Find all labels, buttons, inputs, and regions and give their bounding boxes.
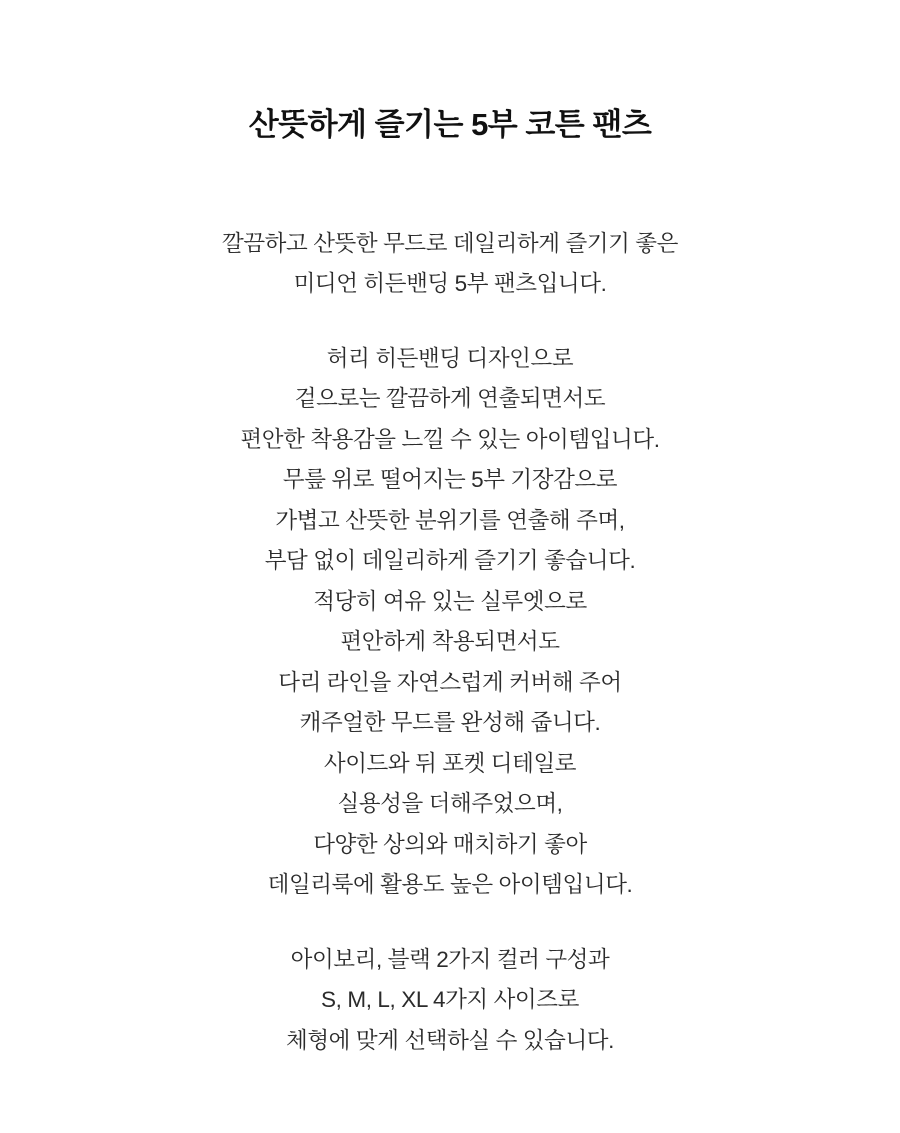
description-line: 가볍고 산뜻한 분위기를 연출해 주며, <box>275 507 625 533</box>
description-line: 허리 히든밴딩 디자인으로 <box>326 345 574 371</box>
description-line: 다양한 상의와 매치하기 좋아 <box>313 831 587 857</box>
description-line: 미디언 히든밴딩 5부 팬츠입니다. <box>293 271 607 297</box>
description-line: 겉으로는 깔끔하게 연출되면서도 <box>294 386 606 412</box>
description-paragraph <box>70 224 830 305</box>
description-line: 편안하게 착용되면서도 <box>340 629 560 655</box>
description-paragraph <box>70 940 830 1062</box>
description-line: 데일리룩에 활용도 높은 아이템입니다. <box>267 872 633 898</box>
description-line: 다리 라인을 자연스럽게 커버해 주어 <box>278 669 622 695</box>
description-line: 편안한 착용감을 느낄 수 있는 아이템입니다. <box>240 426 660 452</box>
description-line: 부담 없이 데일리하게 즐기기 좋습니다. <box>264 548 636 574</box>
page-title: 산뜻하게 즐기는 5부 코튼 팬츠 <box>248 107 652 142</box>
description-paragraph <box>70 339 830 906</box>
description-line: 사이드와 뒤 포켓 디테일로 <box>323 750 577 776</box>
description-line: 캐주얼한 무드를 완성해 줍니다. <box>299 710 601 736</box>
product-description <box>70 224 830 1062</box>
description-line: 실용성을 더해주었으며, <box>337 791 563 817</box>
description-line: 적당히 여유 있는 실루엣으로 <box>313 588 587 614</box>
description-line: 깔끔하고 산뜻한 무드로 데일리하게 즐기기 좋은 <box>222 230 678 256</box>
description-line: 아이보리, 블랙 2가지 컬러 구성과 <box>290 946 610 972</box>
description-line: 체형에 맞게 선택하실 수 있습니다. <box>286 1027 614 1053</box>
description-line: S, M, L, XL 4가지 사이즈로 <box>321 987 579 1013</box>
description-line: 무릎 위로 떨어지는 5부 기장감으로 <box>282 467 618 493</box>
